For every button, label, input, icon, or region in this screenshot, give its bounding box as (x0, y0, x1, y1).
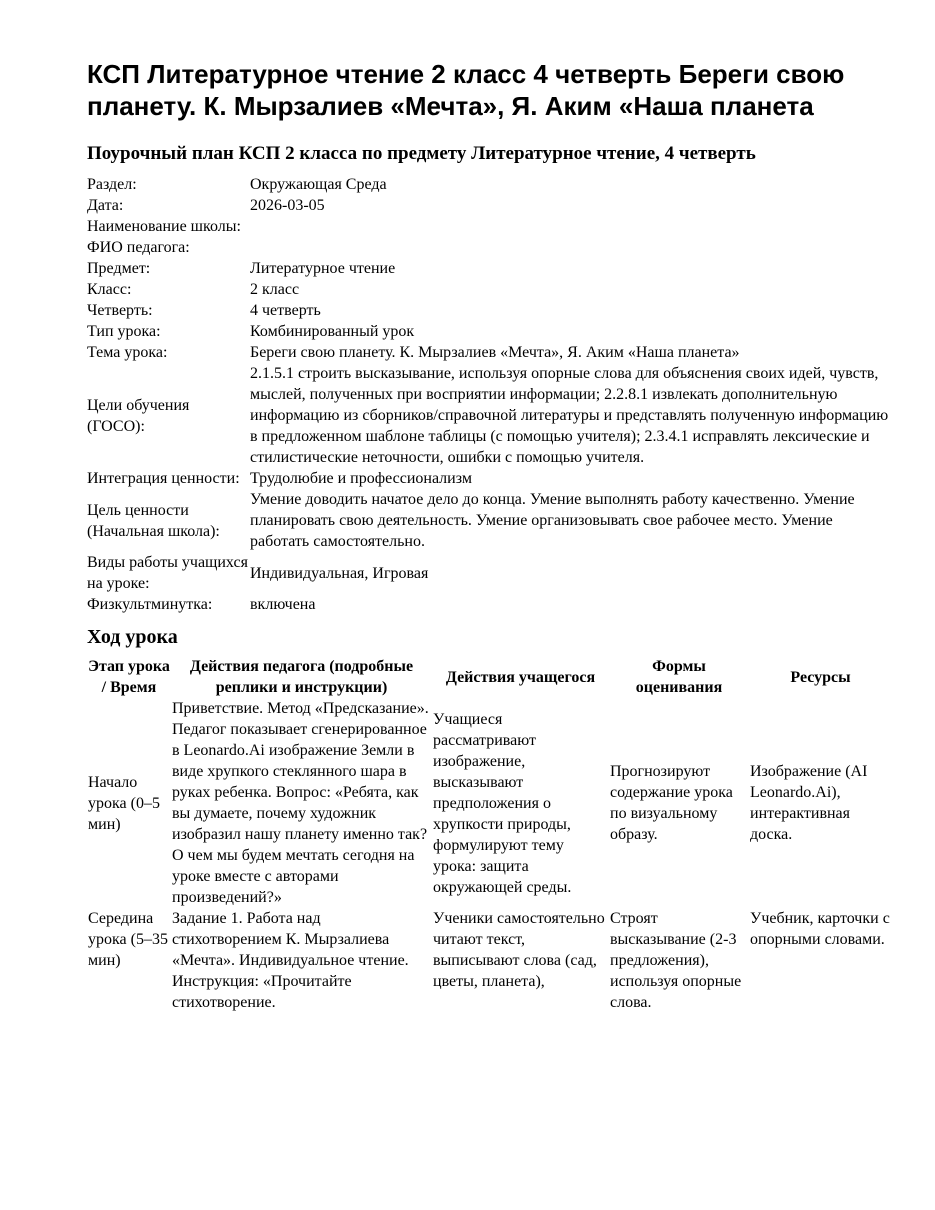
table-row (87, 908, 892, 1013)
header-resources: Ресурсы (790, 668, 851, 686)
info-row (87, 300, 892, 321)
assessment-cell: Прогнозируют содержание урока по визуальному образу. (610, 763, 733, 843)
lesson-flow-heading: Ход урока (87, 626, 178, 648)
info-value: Береги свою планету. К. Мырзалиев «Мечта», Я. Аким «Наша планета» (250, 344, 740, 361)
info-value (250, 237, 892, 258)
info-row (87, 321, 892, 342)
header-assessment: Формы оценивания (635, 658, 723, 696)
info-value: 4 четверть (250, 302, 321, 319)
info-row (87, 174, 892, 195)
stage-cell: Середина урока (5–35 мин) (88, 910, 168, 969)
info-label: Тип урока: (87, 323, 161, 340)
lesson-flow-table (87, 656, 892, 1013)
info-row (87, 258, 892, 279)
info-row (87, 552, 892, 594)
document-page (87, 58, 892, 1013)
resources-cell: Изображение (AI Leonardo.Ai), интерактивная доска. (750, 763, 868, 843)
info-label: Виды работы учащихся на уроке: (87, 554, 248, 592)
info-value: Умение доводить начатое дело до конца. Умение выполнять работу качественно. Умение планировать свою деятельность. Умение организовывать свое рабочее место. Умение работать самостоятельно. (250, 491, 855, 550)
student-actions-cell: Ученики самостоятельно читают текст, выписывают слова (сад, цветы, планета), (433, 910, 605, 990)
table-row (87, 698, 892, 908)
info-label: Тема урока: (87, 344, 168, 361)
student-actions-cell: Учащиеся рассматривают изображение, высказывают предположения о хрупкости природы, формулируют тему урока: защита окружающей среды. (433, 710, 572, 896)
resources-cell: Учебник, карточки с опорными словами. (750, 910, 890, 948)
header-student: Действия учащегося (445, 668, 596, 686)
info-value: включена (250, 596, 316, 613)
info-label: Наименование школы: (87, 218, 241, 235)
info-row (87, 342, 892, 363)
info-row (87, 279, 892, 300)
info-value: Индивидуальная, Игровая (250, 564, 429, 582)
teacher-actions-cell: Приветствие. Метод «Предсказание». Педагог показывает сгенерированное в Leonardo.Ai изображение Земли в виде хрупкого стеклянного шара в руках ребенка. Вопрос: «Ребята, как вы думаете, почему художник изобразил нашу планету именно так? О чем мы будем мечтать сегодня на уроке вместе с авторами произведений?» (172, 700, 429, 906)
info-label: Цель ценности (Начальная школа): (87, 501, 220, 540)
info-row (87, 594, 892, 615)
lesson-info-table (87, 174, 892, 615)
info-value: Литературное чтение (250, 260, 396, 277)
info-label: Четверть: (87, 302, 153, 319)
info-label: Дата: (87, 197, 124, 214)
info-row (87, 216, 892, 237)
header-stage: Этап урока / Время (88, 658, 170, 696)
info-value: 2026-03-05 (250, 197, 325, 214)
info-value: Окружающая Среда (250, 176, 387, 193)
info-label: Класс: (87, 281, 132, 298)
info-label: Физкультминутка: (87, 596, 213, 613)
info-label: Предмет: (87, 260, 151, 277)
info-row (87, 195, 892, 216)
teacher-actions-cell: Задание 1. Работа над стихотворением К. Мырзалиева «Мечта». Индивидуальное чтение. Инструкция: «Прочитайте стихотворение. (172, 910, 409, 1011)
stage-cell: Начало урока (0–5 мин) (88, 773, 160, 833)
info-row (87, 468, 892, 489)
info-row (87, 237, 892, 258)
header-teacher: Действия педагога (подробные реплики и инструкции) (189, 658, 414, 696)
info-label: ФИО педагога: (87, 239, 190, 256)
info-value: Комбинированный урок (250, 323, 415, 340)
info-label: Раздел: (87, 176, 137, 193)
assessment-cell: Строят высказывание (2-3 предложения), используя опорные слова. (610, 910, 742, 1011)
info-label: Интеграция ценности: (87, 470, 240, 487)
info-row (87, 363, 892, 468)
plan-heading: Поурочный план КСП 2 класса по предмету Литературное чтение, 4 четверть (87, 143, 756, 164)
info-value (250, 216, 892, 237)
info-row (87, 489, 892, 552)
info-label: Цели обучения (ГОСО): (87, 396, 190, 435)
info-value: Трудолюбие и профессионализм (250, 470, 472, 487)
document-title: КСП Литературное чтение 2 класс 4 четверть Береги свою планету. К. Мырзалиев «Мечта», Я. Аким «Наша планета (87, 59, 845, 121)
info-value: 2 класс (250, 281, 300, 298)
flow-header-row (87, 656, 892, 698)
info-value: 2.1.5.1 строить высказывание, используя опорные слова для объяснения своих идей, чувств, мыслей, полученных при восприятии информации; 2.2.8.1 извлекать дополнительную информацию из сборников/справочной литературы и представлять полученную информацию в предложенном шаблоне таблицы (с помощью учителя); 2.3.4.1 исправлять лексические и стилистические неточности, ошибки с помощью учителя. (250, 365, 889, 466)
